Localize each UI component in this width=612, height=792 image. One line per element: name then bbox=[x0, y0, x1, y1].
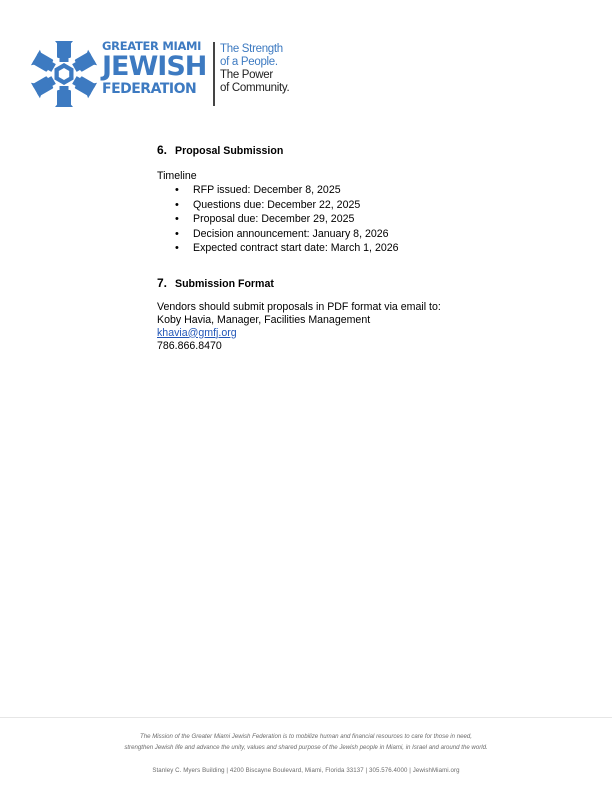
list-item: • Questions due: December 22, 2025 bbox=[157, 198, 557, 213]
timeline-label: Timeline bbox=[157, 170, 197, 182]
org-name-line1: GREATER MIAMI bbox=[102, 39, 202, 53]
section-6-heading bbox=[157, 143, 557, 157]
org-name bbox=[102, 39, 207, 98]
contact-phone: 786.866.8470 bbox=[157, 339, 222, 352]
section-7-title: Submission Format bbox=[175, 277, 274, 290]
contact-name: Koby Havia, Manager, Facilities Management bbox=[157, 313, 371, 326]
list-item: • Expected contract start date: March 1, 2026 bbox=[157, 241, 557, 256]
letterhead-logo bbox=[28, 38, 290, 110]
org-name-line3: FEDERATION bbox=[102, 81, 197, 97]
section-7-heading bbox=[157, 276, 557, 290]
section-7-number: 7. bbox=[157, 275, 168, 290]
footer bbox=[0, 731, 612, 775]
timeline-list bbox=[157, 183, 557, 256]
org-name-line2: JEWISH bbox=[102, 51, 207, 82]
mission-statement bbox=[0, 731, 612, 753]
list-item: • Proposal due: December 29, 2025 bbox=[157, 212, 557, 227]
email-link[interactable]: khavia@gmfj.org bbox=[157, 326, 237, 339]
mission-line1: The Mission of the Greater Miami Jewish Federation is to mobilize human and financial resources to care for those in need, bbox=[140, 733, 472, 740]
tagline-line3: The Power bbox=[220, 69, 273, 81]
footer-address: Stanley C. Myers Building | 4200 Biscayne Boulevard, Miami, Florida 33137 | 305.576.4000 | JewishMiami.org bbox=[152, 767, 460, 774]
document-body bbox=[157, 143, 557, 353]
list-item: • RFP issued: December 8, 2025 bbox=[157, 183, 557, 198]
mission-line2: strengthen Jewish life and advance the unity, values and shared purpose of the Jewish people in Miami, in Israel and around the world. bbox=[124, 744, 488, 751]
star-of-david-hands-icon bbox=[28, 40, 100, 108]
submission-details bbox=[157, 301, 557, 353]
footer-divider bbox=[0, 717, 612, 718]
section-6-number: 6. bbox=[157, 143, 168, 157]
list-item: • Decision announcement: January 8, 2026 bbox=[157, 227, 557, 242]
tagline-line1: The Strength bbox=[220, 43, 283, 55]
logo-divider bbox=[213, 42, 215, 106]
submission-intro: Vendors should submit proposals in PDF format via email to: bbox=[157, 300, 441, 313]
tagline-line2: of a People. bbox=[220, 56, 278, 68]
tagline-line4: of Community. bbox=[220, 82, 290, 94]
tagline bbox=[220, 43, 300, 95]
section-6-title: Proposal Submission bbox=[175, 145, 284, 157]
